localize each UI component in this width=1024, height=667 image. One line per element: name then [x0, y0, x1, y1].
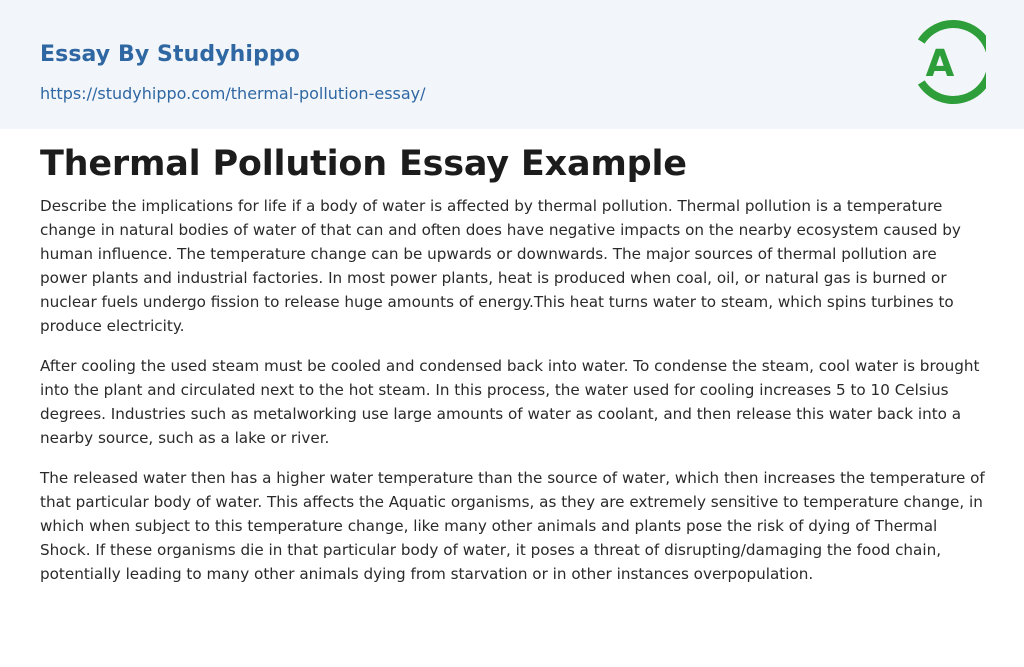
essay-body	[40, 194, 988, 602]
studyhippo-logo-icon[interactable]	[912, 18, 986, 106]
essay-paragraph: The released water then has a higher water temperature than the source of water, which then increases the temperature of that particular body of water. This affects the Aquatic organisms, as they are extremely sensitive to temperature change, in which when subject to this temperature change, like many other animals and plants pose the risk of dying of Thermal Shock. If these organisms die in that particular body of water, it poses a threat of disrupting/damaging the food chain, potentially leading to many other animals dying from starvation or in other instances overpopulation.	[40, 469, 985, 583]
page-title: Thermal Pollution Essay Example	[40, 144, 687, 184]
brand-title[interactable]: Essay By Studyhippo	[40, 42, 300, 67]
essay-paragraph: Describe the implications for life if a body of water is affected by thermal pollution. Thermal pollution is a temperature change in natural bodies of water of that can and often does have negative impacts on the nearby ecosystem caused by human influence. The temperature change can be upwards or downwards. The major sources of thermal pollution are power plants and industrial factories. In most power plants, heat is produced when coal, oil, or natural gas is burned or nuclear fuels undergo fission to release huge amounts of energy.This heat turns water to steam, which spins turbines to produce electricity.	[40, 197, 961, 335]
essay-paragraph: After cooling the used steam must be cooled and condensed back into water. To condense the steam, cool water is brought into the plant and circulated next to the hot steam. In this process, the water used for cooling increases 5 to 10 Celsius degrees. Industries such as metalworking use large amounts of water as coolant, and then release this water back into a nearby source, such as a lake or river.	[40, 357, 980, 447]
page-header	[0, 0, 1024, 129]
article-url-link[interactable]: https://studyhippo.com/thermal-pollution-essay/	[40, 84, 426, 103]
logo-letter: A	[925, 42, 955, 85]
